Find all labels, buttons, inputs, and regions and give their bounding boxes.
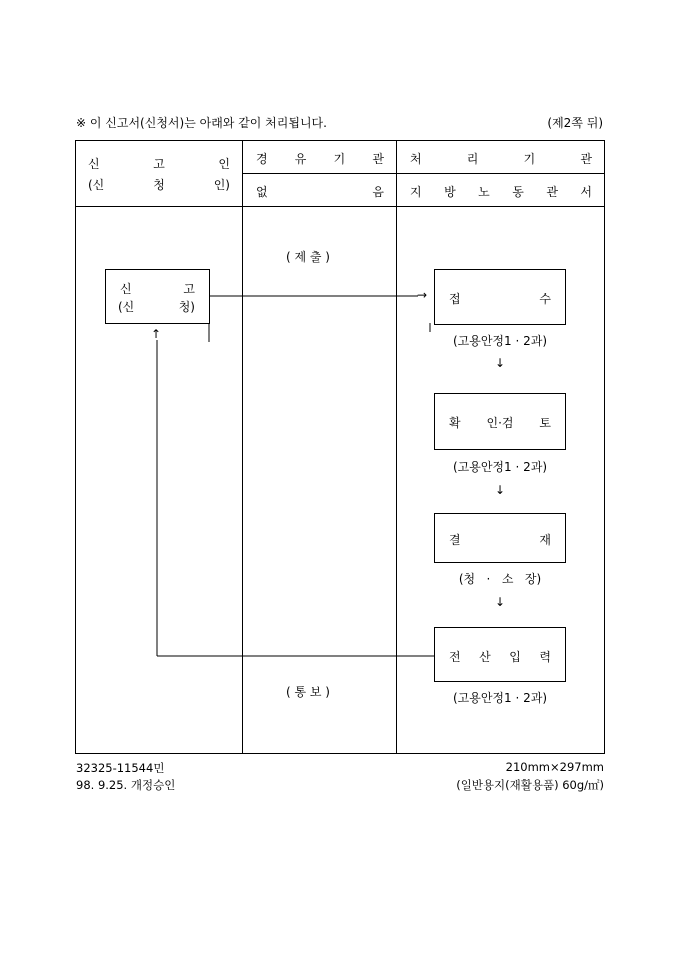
right-arrow: →	[417, 288, 428, 302]
step-input-box	[434, 627, 566, 682]
report-box-char: 고	[183, 282, 195, 296]
report-box	[105, 269, 210, 324]
col3-h2-char: 지	[410, 185, 422, 199]
step-char: 전	[449, 650, 461, 664]
step-char: 결	[449, 533, 461, 547]
step-char: 인·검	[486, 416, 514, 430]
col3-h2-char: 방	[444, 185, 456, 199]
step-char: 입	[509, 650, 521, 664]
step-char: 산	[479, 650, 491, 664]
report-box-char: 청)	[178, 300, 195, 314]
approval-date: 98. 9.25. 개정승인	[76, 778, 176, 792]
up-arrow: ↑	[151, 327, 162, 341]
step-approval-box	[434, 513, 566, 563]
down-arrow: ↓	[495, 595, 506, 609]
step-review-box	[434, 393, 566, 450]
step-char: 재	[539, 533, 551, 547]
col3-h1-char: 처	[410, 152, 422, 166]
step-review-label	[449, 414, 551, 431]
col1-h2-char: (신	[88, 178, 105, 192]
down-arrow: ↓	[495, 356, 506, 370]
down-arrow: ↓	[495, 483, 506, 497]
report-box-line2	[118, 298, 195, 315]
submit-label: ( 제 출 )	[286, 250, 330, 264]
step-receipt-caption: (고용안정1 · 2과)	[452, 334, 548, 348]
col3-h2-char: 동	[512, 185, 524, 199]
col2-h1-char: 경	[256, 152, 268, 166]
paper-size: 210mm×297mm	[505, 760, 604, 774]
step-receipt-box	[434, 269, 566, 325]
col3-h1-char: 기	[523, 152, 536, 166]
col1-h1-char: 고	[153, 157, 165, 171]
processing-note: ※ 이 신고서(신청서)는 아래와 같이 처리됩니다.	[76, 116, 327, 130]
step-receipt-label	[449, 290, 551, 307]
step-char: 토	[539, 416, 551, 430]
step-input-label	[449, 648, 551, 665]
col3-h2-char: 서	[580, 185, 592, 199]
col2-h2-char: 음	[372, 185, 384, 199]
step-char: 확	[449, 416, 461, 430]
form-number: 32325-11544민	[76, 761, 165, 775]
col3-h1-char: 관	[580, 152, 592, 166]
step-review-caption: (고용안정1 · 2과)	[452, 460, 548, 474]
report-box-char: 신	[120, 282, 132, 296]
col3-h2-char: 관	[546, 185, 558, 199]
paper-type: (일반용지(재활용품) 60g/㎡)	[456, 778, 604, 792]
notify-label: ( 통 보 )	[286, 685, 330, 699]
col1-h2-char: 인)	[213, 178, 230, 192]
col2-h1-char: 관	[372, 152, 384, 166]
step-char: 접	[449, 292, 461, 306]
col2-h1-char: 유	[294, 152, 307, 166]
step-input-caption: (고용안정1 · 2과)	[452, 691, 548, 705]
col3-h2-char: 노	[478, 185, 490, 199]
col3-h1-char: 리	[466, 152, 479, 166]
col1-h2-char: 청	[153, 178, 165, 192]
step-char: 수	[539, 292, 551, 306]
col1-h1-char: 인	[218, 157, 230, 171]
col2-h2-char: 없	[256, 185, 268, 199]
col2-h1-char: 기	[333, 152, 346, 166]
report-box-char: (신	[118, 300, 135, 314]
page-info: (제2쪽 뒤)	[547, 116, 603, 130]
report-box-line1	[120, 280, 195, 297]
step-approval-label	[449, 531, 551, 548]
col1-h1-char: 신	[88, 157, 100, 171]
step-char: 력	[539, 650, 551, 664]
step-approval-caption: (청 · 소 장)	[458, 572, 542, 586]
